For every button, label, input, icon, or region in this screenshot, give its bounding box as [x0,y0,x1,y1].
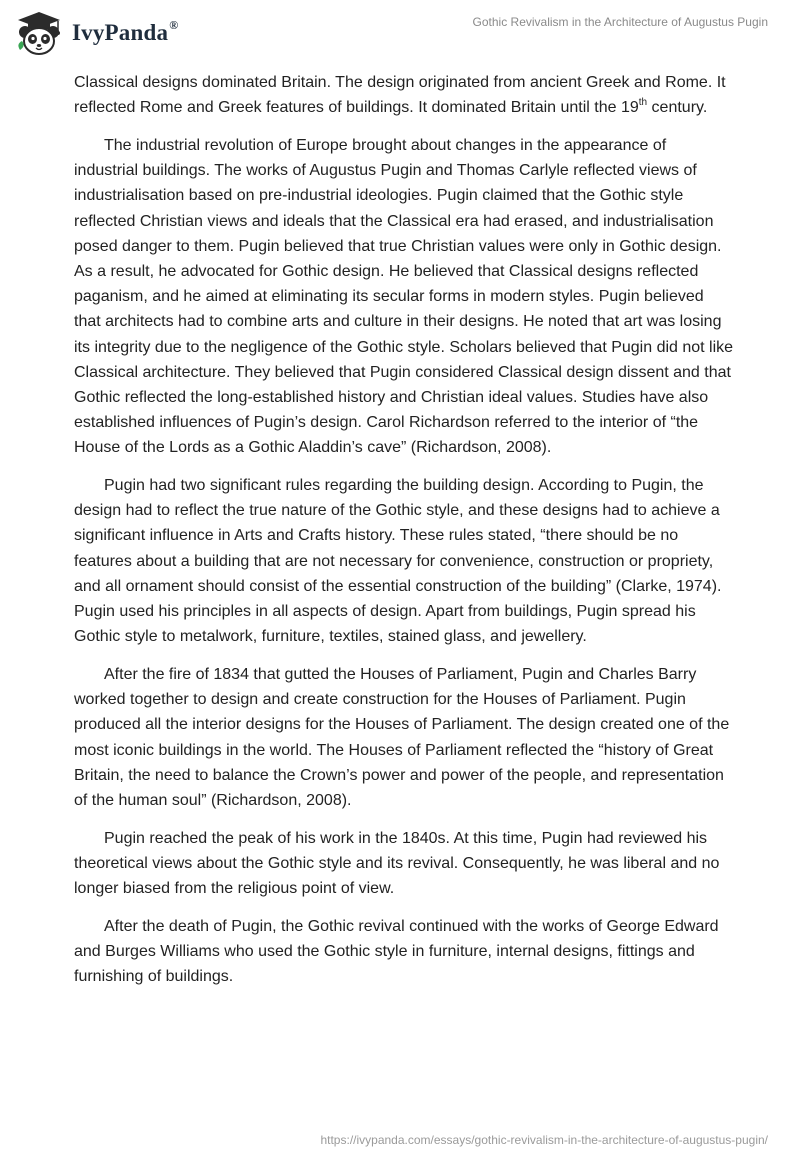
paragraph-4: After the fire of 1834 that gutted the Houses of Parliament, Pugin and Charles Barry worked together to design and create construction for the Houses of Parliament. Pugin produced all the interior designs for the Houses of Parliament. The design created one of the most iconic buildings in the world. The Houses of Parliament reflected the “history of Great Britain, the need to balance the Crown’s power and power of the people, and representation of the human soul” (Richardson, 2008). [74,665,730,809]
paragraph-5: Pugin reached the peak of his work in the 1840s. At this time, Pugin had reviewed his theoretical views about the Gothic style and its revival. Consequently, he was liberal and no longer biased from the religious point of view. [74,829,720,898]
document-title: Gothic Revivalism in the Architecture of Augustus Pugin [472,15,768,29]
paragraph-2: The industrial revolution of Europe brought about changes in the appearance of industrial buildings. The works of Augustus Pugin and Thomas Carlyle reflected views of industrialisation based on pre-industrial ideologies. Pugin claimed that the Gothic style reflected Christian views and ideals that the Classical era had erased, and industrialisation posed danger to them. Pugin believed that true Christian values were only in Gothic design. As a result, he advocated for Gothic design. He believed that Classical designs reflected paganism, and he aimed at eliminating its secular forms in modern styles. Pugin believed that architects had to combine arts and culture in their designs. He noted that art was losing its integrity due to the negligence of the Gothic style. Scholars believed that Pugin did not like Classical architecture. They believed that Pugin considered Classical design dissent and that Gothic reflected the long-established history and Christian ideal values. Studies have also established influences of Pugin’s design. Carol Richardson referred to the interior of “the House of the Lords as a Gothic Aladdin’s cave” (Richardson, 2008). [74,136,734,457]
brand-name [72,20,178,46]
paragraph-3: Pugin had two significant rules regarding the building design. According to Pugin, the design had to reflect the true nature of the Gothic style, and these designs had to achieve a significant influence in Arts and Crafts history. These rules stated, “there should be no features about a building that are not necessary for convenience, construction or propriety, and all ornament should consist of the essential construction of the building” (Clarke, 1974). Pugin used his principles in all aspects of design. Apart from buildings, Pugin spread his Gothic style to metalwork, furniture, textiles, stained glass, and jewellery. [74,477,722,646]
page-header [0,0,800,66]
paragraph-1-tail: century. [647,99,708,117]
brand-name-text: IvyPanda [72,20,169,45]
paragraph-1-text: Classical designs dominated Britain. The design originated from ancient Greek and Rome. It reflected Rome and Greek features of buildings. It dominated Britain until the 19 [74,74,726,117]
source-url-link[interactable]: https://ivypanda.com/essays/gothic-revivalism-in-the-architecture-of-augustus-pugin/ [320,1133,768,1147]
paragraph-6: After the death of Pugin, the Gothic revival continued with the works of George Edward and Burges Williams who used the Gothic style in furniture, internal designs, fittings and furnishing of buildings. [74,917,719,986]
ordinal-superscript: th [638,96,648,108]
essay-body [74,70,734,1002]
ivypanda-logo[interactable] [14,8,178,58]
panda-graduate-icon [14,8,64,58]
paragraph-1 [74,70,734,120]
registered-mark: ® [169,18,179,32]
